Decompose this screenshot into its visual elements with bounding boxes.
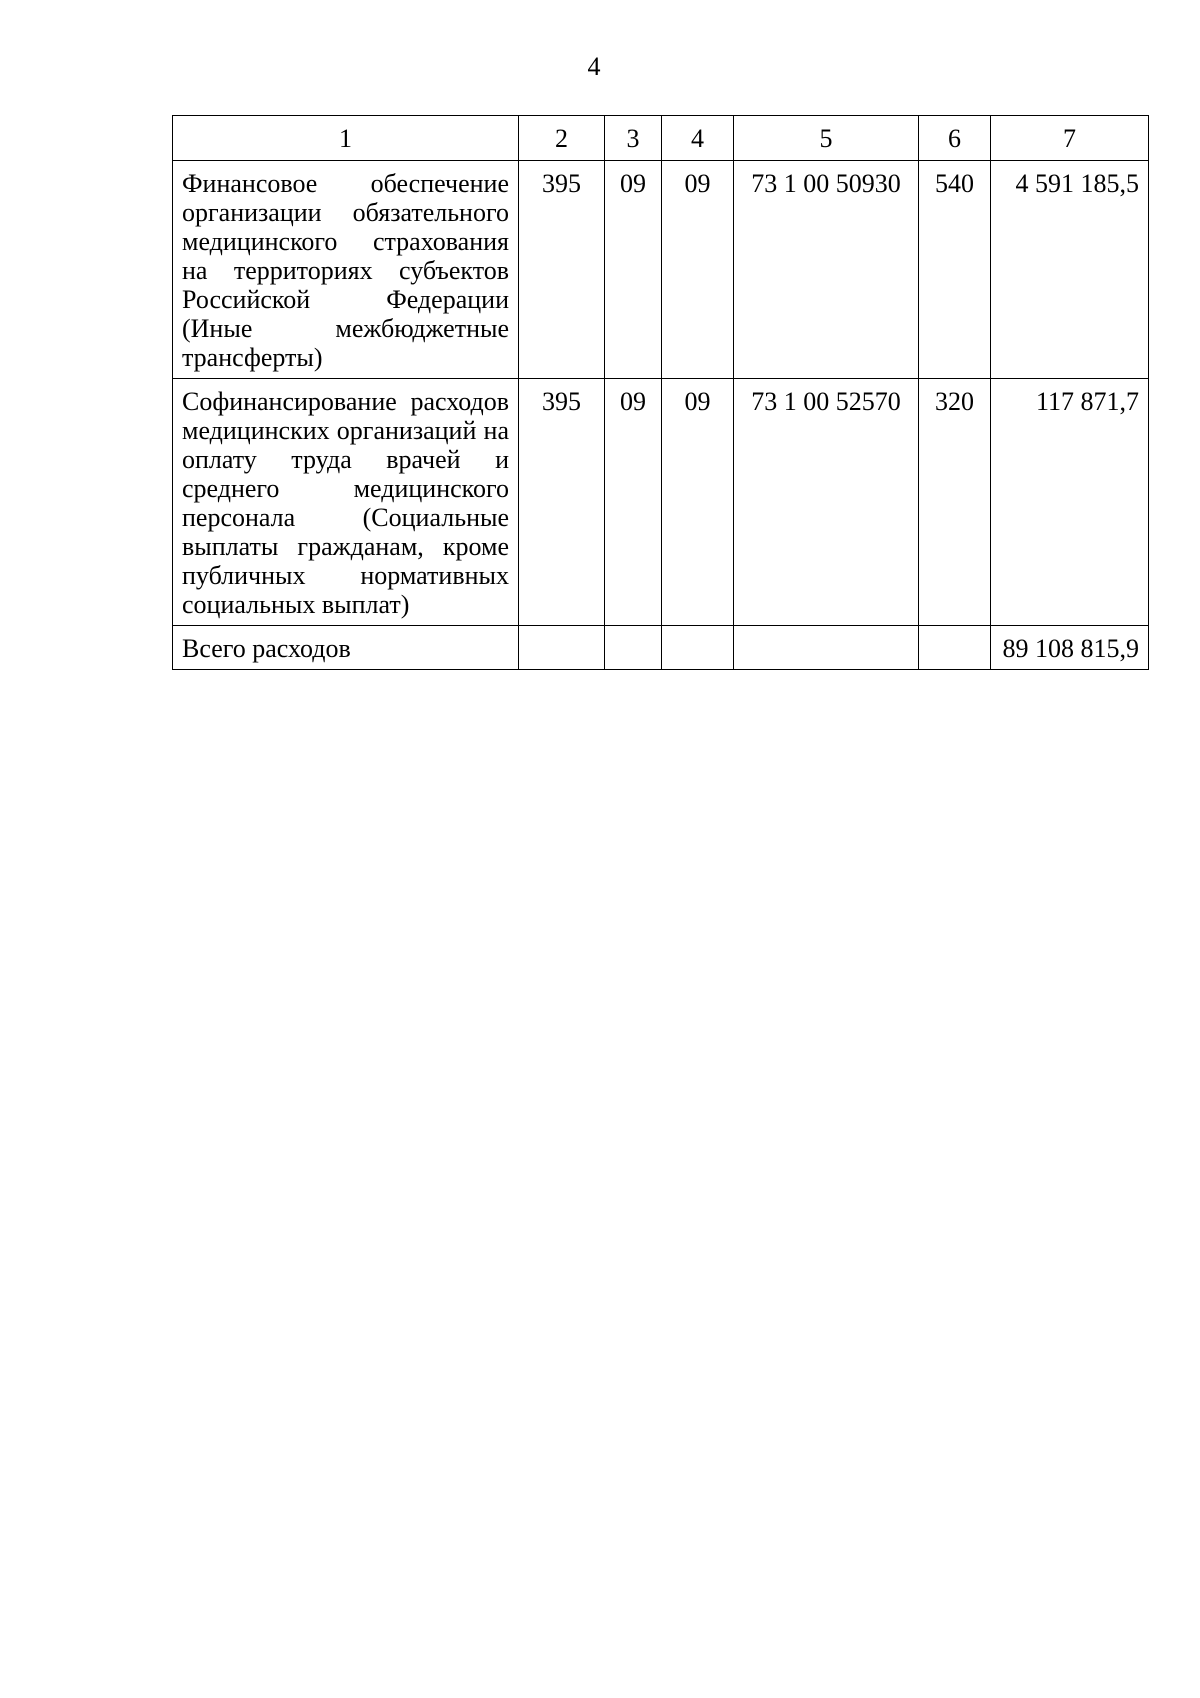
table-row — [173, 161, 1149, 379]
empty-cell — [919, 626, 991, 670]
row-ministry: 395 — [519, 161, 605, 379]
header-cell: 3 — [605, 116, 662, 161]
row-name: Финансовое обеспечение организации обязательного медицинского страхования на территориях субъектов Российской Федерации (Иные межбюджетные трансферты) — [173, 161, 519, 379]
empty-cell — [519, 626, 605, 670]
page-number: 4 — [587, 52, 601, 81]
row-section: 09 — [605, 161, 662, 379]
empty-cell — [605, 626, 662, 670]
row-name: Софинансирование расходов медицинских организаций на оплату труда врачей и среднего медицинского персонала (Социальные выплаты гражданам, кроме публичных нормативных социальных выплат) — [173, 379, 519, 626]
header-cell: 2 — [519, 116, 605, 161]
row-amount: 4 591 185,5 — [991, 161, 1149, 379]
row-target-article: 73 1 00 50930 — [734, 161, 919, 379]
header-cell: 7 — [991, 116, 1149, 161]
row-amount: 117 871,7 — [991, 379, 1149, 626]
header-row — [173, 116, 1149, 161]
total-row — [173, 626, 1149, 670]
row-subsection: 09 — [662, 379, 734, 626]
total-label: Всего расходов — [173, 626, 519, 670]
row-ministry: 395 — [519, 379, 605, 626]
row-expense-type: 540 — [919, 161, 991, 379]
row-target-article: 73 1 00 52570 — [734, 379, 919, 626]
header-cell: 1 — [173, 116, 519, 161]
header-cell: 5 — [734, 116, 919, 161]
budget-table — [172, 115, 1149, 670]
row-expense-type: 320 — [919, 379, 991, 626]
header-cell: 4 — [662, 116, 734, 161]
empty-cell — [662, 626, 734, 670]
empty-cell — [734, 626, 919, 670]
total-amount: 89 108 815,9 — [991, 626, 1149, 670]
row-subsection: 09 — [662, 161, 734, 379]
row-section: 09 — [605, 379, 662, 626]
header-cell: 6 — [919, 116, 991, 161]
table-row — [173, 379, 1149, 626]
